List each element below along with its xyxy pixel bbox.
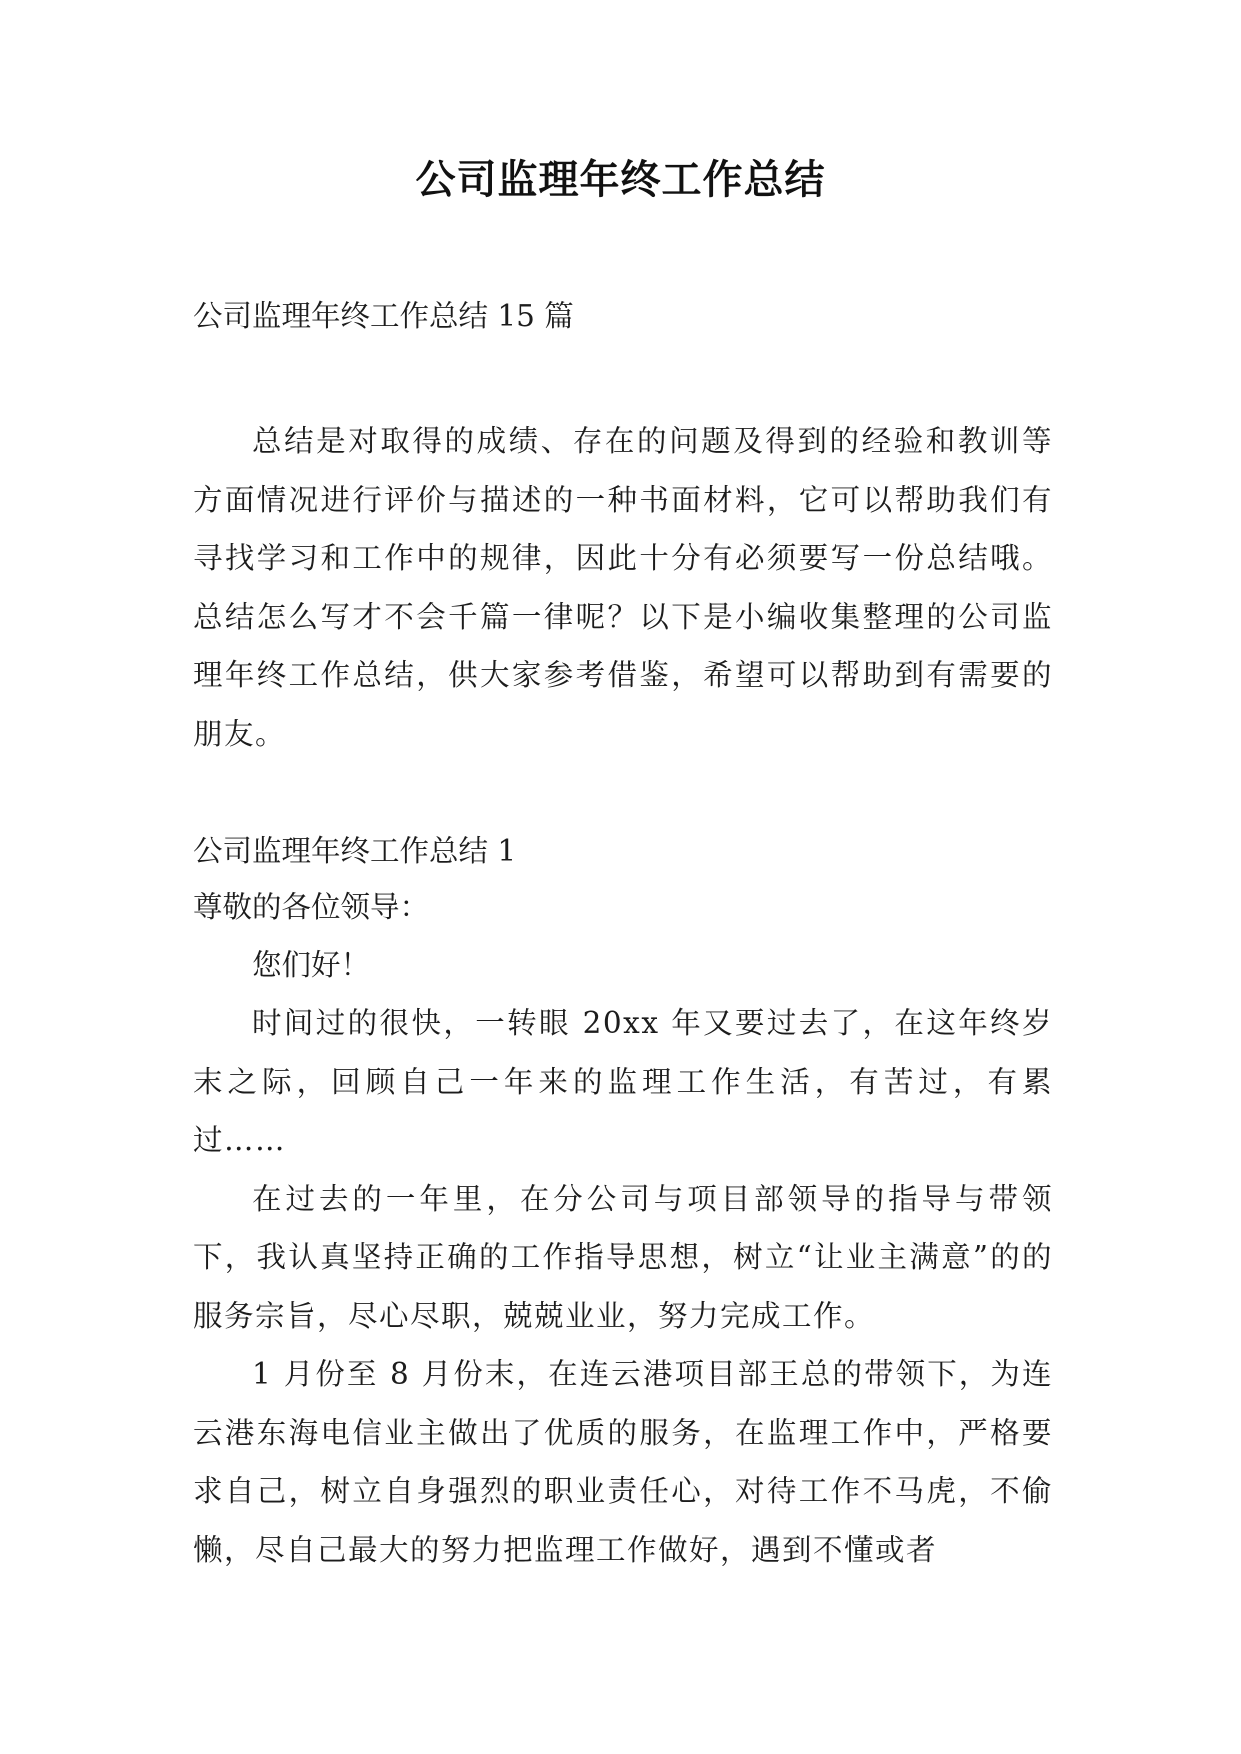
greeting: 您们好！ bbox=[252, 948, 371, 982]
intro-paragraph: 总结是对取得的成绩、存在的问题及得到的经验和教训等方面情况进行评价与描述的一种书面材料，它可以帮助我们有寻找学习和工作中的规律，因此十分有必须要写一份总结哦。总结怎么写才不会千篇一律呢？以下是小编收集整理的公司监理年终工作总结，供大家参考借鉴，希望可以帮助到有需要的朋友。 bbox=[193, 424, 1053, 751]
salutation: 尊敬的各位领导： bbox=[193, 890, 430, 924]
body-paragraph: 在过去的一年里，在分公司与项目部领导的指导与带领下，我认真坚持正确的工作指导思想，树立“让业主满意”的的服务宗旨，尽心尽职，兢兢业业，努力完成工作。 bbox=[193, 1181, 1053, 1333]
document-title: 公司监理年终工作总结 bbox=[415, 157, 826, 203]
document-body bbox=[193, 288, 1053, 1579]
section-heading: 公司监理年终工作总结 1 bbox=[193, 834, 517, 868]
body-paragraph: 时间过的很快，一转眼 20xx 年又要过去了，在这年终岁末之际，回顾自己一年来的监理工作生活，有苦过，有累过…… bbox=[193, 1006, 1053, 1157]
body-paragraph: 1 月份至 8 月份末，在连云港项目部王总的带领下，为连云港东海电信业主做出了优质的服务，在监理工作中，严格要求自己，树立自身强烈的职业责任心，对待工作不马虎，不偷懒，尽自己最大的努力把监理工作做好，遇到不懂或者 bbox=[193, 1357, 1053, 1567]
document-subtitle: 公司监理年终工作总结 15 篇 bbox=[193, 299, 574, 333]
